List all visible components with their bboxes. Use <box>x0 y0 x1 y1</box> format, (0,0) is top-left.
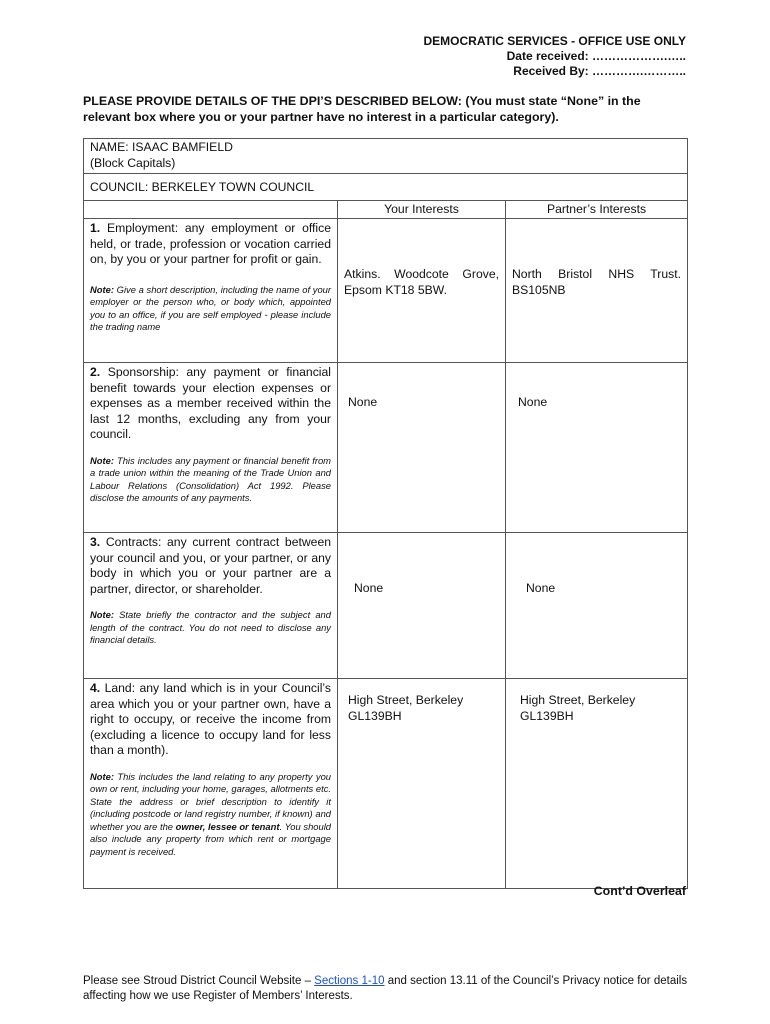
footer-note: Please see Stroud District Council Website – Sections 1-10 and section 13.11 of the Council’s Privacy notice for details affecting how we use Register of Members’ Interests. <box>83 975 688 1002</box>
council-row <box>84 174 688 201</box>
your-interest-cell: None <box>338 363 506 533</box>
partner-interest-cell: North Bristol NHS Trust. BS105NB <box>506 219 688 363</box>
your-interest-cell: None <box>338 533 506 679</box>
your-interest-cell: Atkins. Woodcote Grove, Epsom KT18 5BW. <box>338 219 506 363</box>
instructions-rest: : (You must state “None” in the relevant box where you or your partner have no interest in a particular category). <box>83 94 641 124</box>
section-note: Note: Give a short description, including the name of your employer or the person who, or body which, appointed you to an office, if you are self employed - please include the trading name <box>90 283 331 333</box>
partner-interest-cell: None <box>506 363 688 533</box>
block-capitals-hint: (Block Capitals) <box>90 155 176 170</box>
section-note: Note: This includes the land relating to any property you own or rent, including your home, garages, allotments etc. State the address or brief description to identify it (including postcode or land registry number, if known) and whether you are the owner, lessee or tenant. You should also include any property from which rent or mortgage payment is received. <box>90 770 332 858</box>
office-use-title: DEMOCRATIC SERVICES - OFFICE USE ONLY <box>423 34 686 48</box>
office-use-block <box>424 34 686 79</box>
instructions <box>83 93 689 125</box>
section-description: 1. Employment: any employment or office held, or trade, profession or vocation carried on, by you or your partner for profit or gain. <box>90 221 331 266</box>
section-description: 3. Contracts: any current contract between your council and you, or your partner, or any body in which you or your partner are a partner, director, or shareholder. <box>90 535 331 596</box>
section-sponsorship <box>84 363 688 533</box>
section-note: Note: State briefly the contractor and the subject and length of the contract. You do not need to disclose any financial details. <box>90 609 331 646</box>
section-contracts <box>84 533 688 679</box>
council-name: COUNCIL: BERKELEY TOWN COUNCIL <box>84 174 688 201</box>
section-land <box>84 679 688 889</box>
section-description: 2. Sponsorship: any payment or financial benefit towards your election expenses or expenses as a member received within the last 12 months, excluding any from your council. <box>90 365 331 441</box>
section-employment <box>84 219 688 363</box>
dpi-form-table <box>83 138 688 889</box>
date-received-field: Date received: ……………….….. <box>506 49 686 63</box>
partner-interest-cell: None <box>506 533 688 679</box>
section-description: 4. Land: any land which is in your Council’s area which you or your partner own, have a right to occupy, or receive the income from (excluding a licence to occupy land for less than a month). <box>90 681 331 757</box>
sections-link[interactable]: Sections 1-10 <box>314 975 385 987</box>
name-row <box>84 139 688 174</box>
member-name: NAME: ISAAC BAMFIELD <box>90 140 233 154</box>
section-note: Note: This includes any payment or financial benefit from a trade union within the meaning of the Trade Union and Labour Relations (Consolidation) Act 1992. Please disclose the amounts of any payments. <box>90 454 331 504</box>
partner-interests-header: Partner’s Interests <box>506 200 688 219</box>
column-header-row <box>84 200 688 219</box>
your-interest-cell: High Street, Berkeley GL139BH <box>338 679 506 889</box>
instructions-lead: PLEASE PROVIDE DETAILS OF THE DPI’S DESCRIBED BELOW <box>83 94 458 108</box>
partner-interest-cell: High Street, Berkeley GL139BH <box>506 679 688 889</box>
your-interests-header: Your Interests <box>338 200 506 219</box>
continued-overleaf: Cont’d Overleaf <box>593 884 686 898</box>
received-by-field: Received By: ………….……….. <box>513 64 686 78</box>
